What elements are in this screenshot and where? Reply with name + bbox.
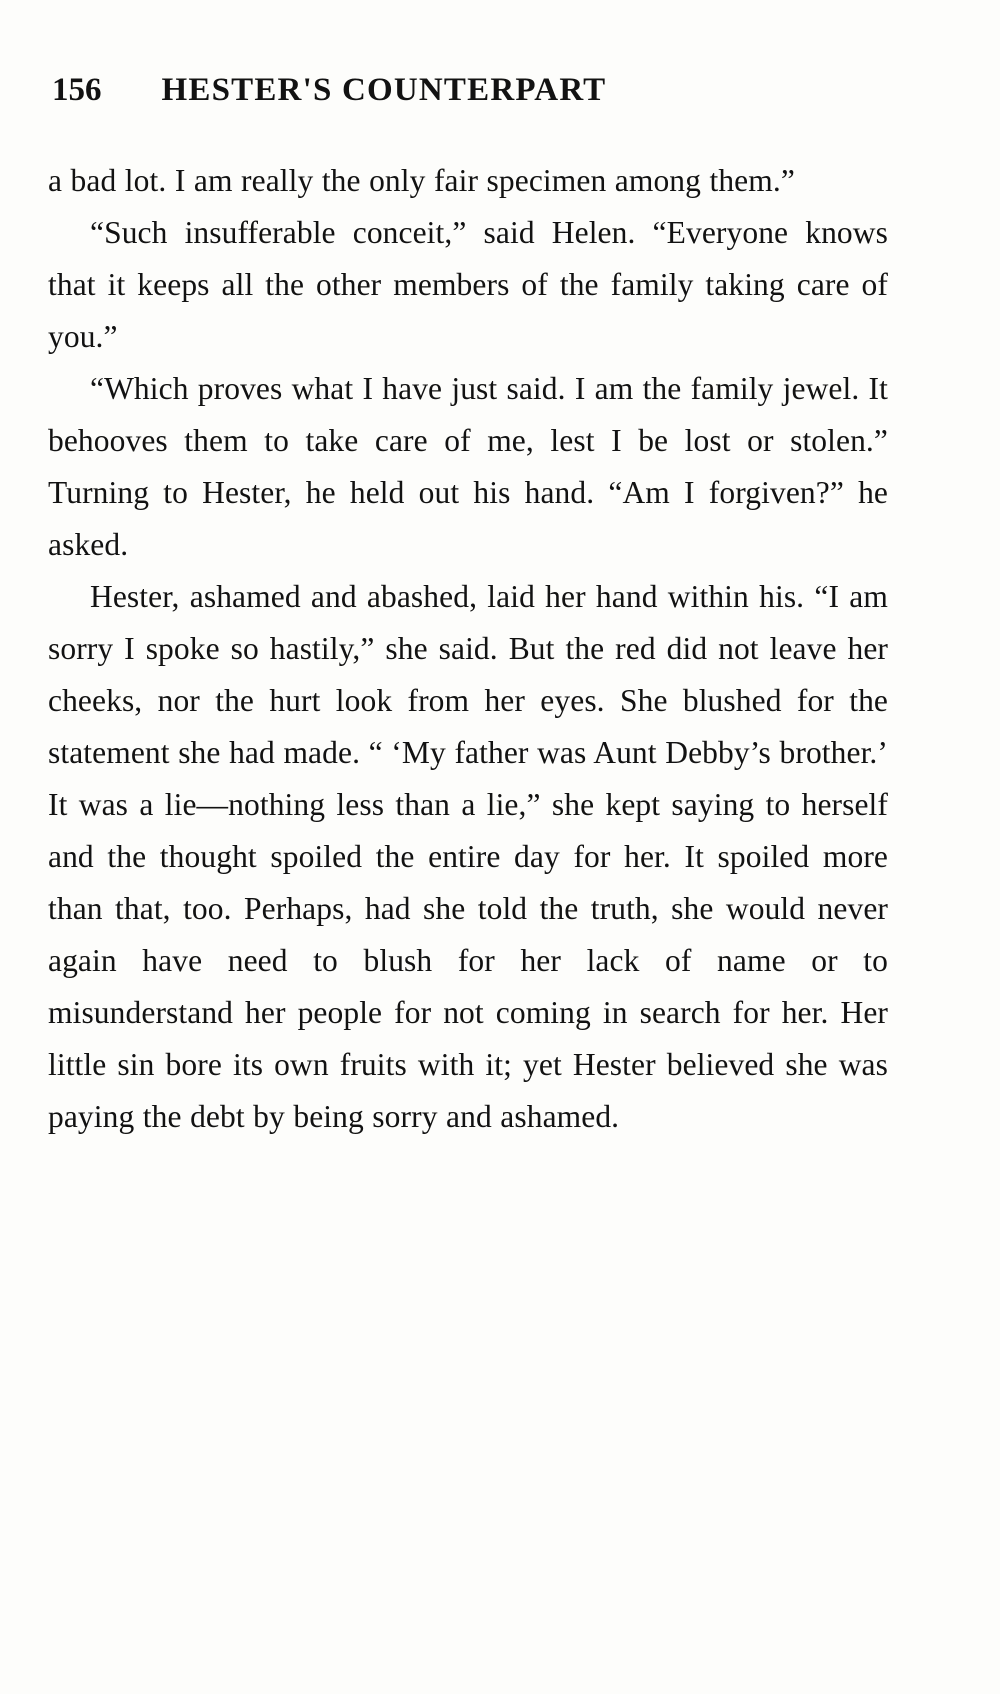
running-title: HESTER'S COUNTERPART xyxy=(161,72,607,108)
paragraph: “Such insufferable conceit,” said Helen. “Everyone knows that it keeps all the other members of the family taking care of you.” xyxy=(48,215,888,354)
paragraph: Hester, ashamed and abashed, laid her hand within his. “I am sorry I spoke so hastily,” she said. But the red did not leave her cheeks, nor the hurt look from her eyes. She blushed for the statement she had made. “ ‘My father was Aunt Debby’s brother.’ It was a lie—nothing less than a lie,” she kept saying to herself and the thought spoiled the entire day for her. It spoiled more than that, too. Perhaps, had she told the truth, she would never again have need to blush for her lack of name or to misunderstand her people for not coming in search for her. Her little sin bore its own fruits with it; yet Hester believed she was paying the debt by being sorry and ashamed. xyxy=(48,579,888,1134)
paragraph: a bad lot. I am really the only fair specimen among them.” xyxy=(48,163,795,198)
page-number: 156 xyxy=(52,72,102,108)
page-body xyxy=(48,155,888,1143)
paragraph: “Which proves what I have just said. I am the family jewel. It behooves them to take care of me, lest I be lost or stolen.” Turning to Hester, he held out his hand. “Am I forgiven?” he asked. xyxy=(48,371,888,562)
page-header xyxy=(52,72,752,109)
